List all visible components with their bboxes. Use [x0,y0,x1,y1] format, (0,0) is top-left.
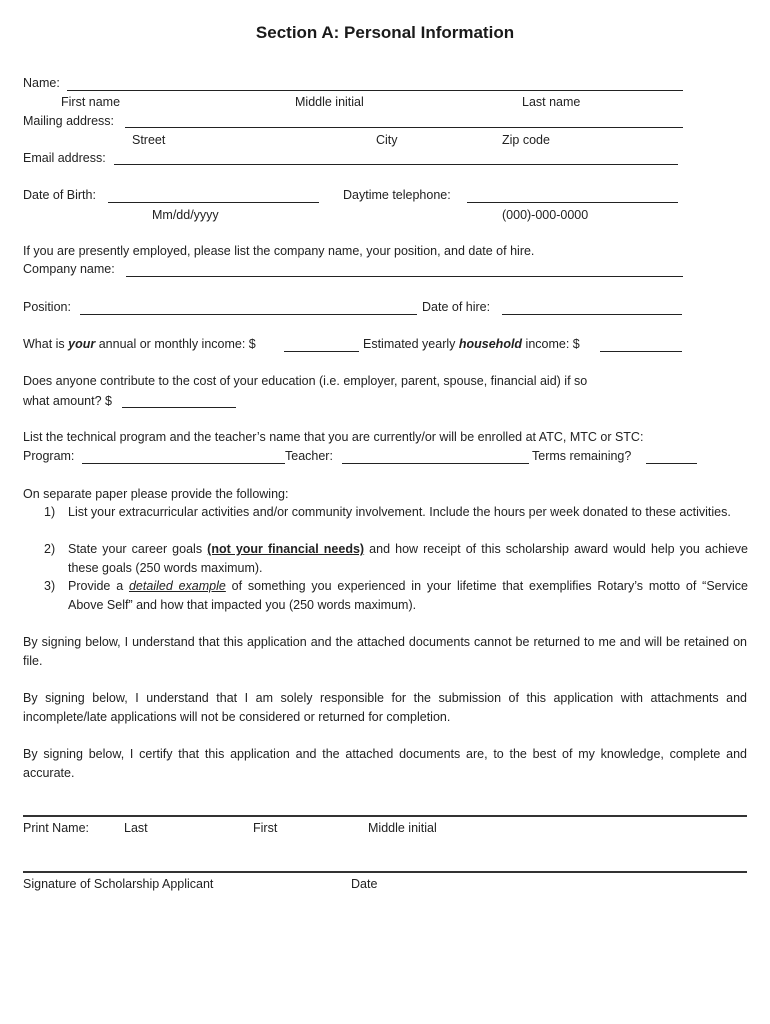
phone-format-hint: (000)-000-0000 [502,208,589,222]
position-field[interactable] [80,314,417,315]
signature-label: Signature of Scholarship Applicant [23,877,214,891]
list-item-number: 3) [44,579,56,593]
income-question: What is your annual or monthly income: $ [23,337,256,351]
terms-remaining-field[interactable] [646,463,697,464]
list-item-career-goals: State your career goals (not your financial needs) and how receipt of this scholarship award would help you achieve these goals (250 words maximum). [68,542,748,575]
city-caption: City [376,133,398,147]
contribution-amount-label: what amount? $ [23,394,112,408]
company-name-label: Company name: [23,262,115,276]
program-field[interactable] [82,463,285,464]
middle-initial-caption: Middle initial [295,95,364,109]
mailing-address-label: Mailing address: [23,114,115,128]
print-last-caption: Last [124,821,148,835]
print-name-label: Print Name: [23,821,89,835]
company-name-field[interactable] [126,276,683,277]
phone-label: Daytime telephone: [343,188,451,202]
position-label: Position: [23,300,71,314]
employment-intro: If you are presently employed, please list the company name, your position, and date of hire. [23,244,535,258]
list-item-number: 2) [44,542,56,556]
terms-remaining-label: Terms remaining? [532,449,632,463]
teacher-field[interactable] [342,463,529,464]
household-income-question: Estimated yearly household income: $ [363,337,580,351]
date-of-hire-label: Date of hire: [422,300,491,314]
household-income-field[interactable] [600,351,682,352]
email-label: Email address: [23,151,106,165]
page-title: Section A: Personal Information [255,23,515,42]
separate-paper-intro: On separate paper please provide the following: [23,487,289,501]
dob-label: Date of Birth: [23,188,96,202]
signature-date-caption: Date [351,877,378,891]
list-item-detailed-example: Provide a detailed example of something you experienced in your lifetime that exemplifies Rotary’s motto of “Service Above Self” and how that impacted you (250 words maximum). [68,579,749,612]
first-name-caption: First name [61,95,121,109]
income-field[interactable] [284,351,359,352]
contribution-question: Does anyone contribute to the cost of your education (i.e. employer, parent, spouse, financial aid) if so [23,374,588,388]
email-field[interactable] [114,164,678,165]
print-first-caption: First [253,821,278,835]
teacher-label: Teacher: [285,449,333,463]
date-of-hire-field[interactable] [502,314,682,315]
program-intro: List the technical program and the teacher’s name that you are currently/or will be enrolled at ATC, MTC or STC: [23,430,644,444]
statement-responsibility: By signing below, I understand that I am solely responsible for the submission of this application with attachments and incomplete/late applications will not be considered or returned for completion. [23,691,747,724]
dob-format-hint: Mm/dd/yyyy [152,208,219,222]
zip-code-caption: Zip code [502,133,550,147]
last-name-caption: Last name [522,95,581,109]
dob-field[interactable] [108,202,319,203]
name-field[interactable] [67,90,683,91]
street-caption: Street [132,133,166,147]
statement-retained: By signing below, I understand that this application and the attached documents cannot be returned to me and will be retained on file. [23,635,747,668]
program-label: Program: [23,449,75,463]
phone-field[interactable] [467,202,678,203]
signature-line[interactable] [23,871,747,873]
statement-certify: By signing below, I certify that this application and the attached documents are, to the best of my knowledge, complete and accurate. [23,747,747,780]
list-item-number: 1) [44,505,56,519]
mailing-address-field[interactable] [125,127,683,128]
print-name-line[interactable] [23,815,747,817]
contribution-amount-field[interactable] [122,407,236,408]
print-middle-caption: Middle initial [368,821,437,835]
list-item-activities: List your extracurricular activities and/or community involvement. Include the hours per week donated to these activities. [68,505,731,519]
name-label: Name: [23,76,60,90]
